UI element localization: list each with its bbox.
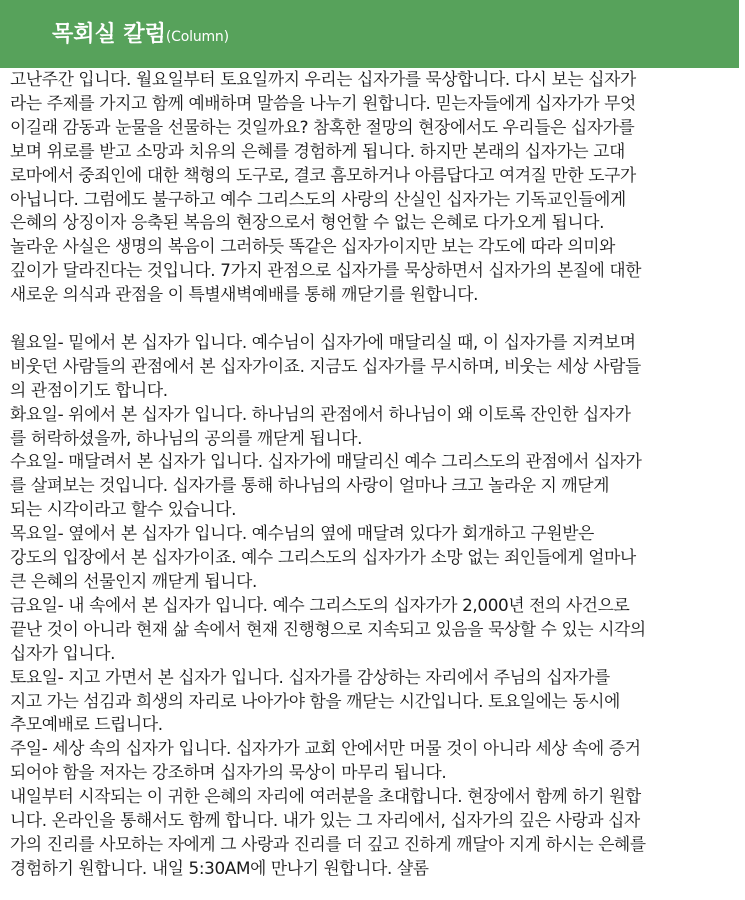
closing-line: 니다. 온라인을 통해서도 함께 합니다. 내가 있는 그 자리에서, 십자가의 깊은 사랑과 십자 bbox=[10, 810, 640, 831]
day-line: 의 관점이기도 합니다. bbox=[10, 379, 168, 400]
day-line: 목요일- 옆에서 본 십자가 입니다. 예수님의 옆에 매달려 있다가 회개하고 구원받은 bbox=[10, 523, 594, 544]
day-paragraph-monday bbox=[10, 331, 736, 403]
intro-line: 보며 위로를 받고 소망과 치유의 은혜를 경험하게 됩니다. 하지만 본래의 십자가는 고대 bbox=[10, 140, 625, 161]
closing-line: 가의 진리를 사모하는 자에게 그 사랑과 진리를 더 깊고 진하게 깨달아 지게 하시는 은혜를 bbox=[10, 833, 646, 854]
day-line: 금요일- 내 속에서 본 십자가 입니다. 예수 그리스도의 십자가가 2,000년 전의 사건으로 bbox=[10, 594, 630, 615]
day-line: 주일- 세상 속의 십자가 입니다. 십자가가 교회 안에서만 머물 것이 아니라 세상 속에 증거 bbox=[10, 738, 641, 759]
day-paragraph-saturday bbox=[10, 666, 736, 738]
intro-line: 새로운 의식과 관점을 이 특별새벽예배를 통해 깨닫기를 원합니다. bbox=[10, 284, 479, 305]
day-line: 되는 시각이라고 할수 있습니다. bbox=[10, 499, 237, 520]
day-line: 십자가 입니다. bbox=[10, 642, 116, 663]
day-line: 월요일- 밑에서 본 십자가 입니다. 예수님이 십자가에 매달리실 때, 이 십자가를 지켜보며 bbox=[10, 331, 636, 352]
day-line: 큰 은혜의 선물인지 깨닫게 됩니다. bbox=[10, 571, 257, 592]
day-line: 끝난 것이 아니라 현재 삶 속에서 현재 진행형으로 지속되고 있음을 묵상할 수 있는 시각의 bbox=[10, 618, 646, 639]
day-line: 를 살펴보는 것입니다. 십자가를 통해 하나님의 사랑이 얼마나 크고 놀라운 지 깨닫게 bbox=[10, 475, 610, 496]
day-line: 를 허락하셨을까, 하나님의 공의를 깨닫게 됩니다. bbox=[10, 427, 363, 448]
intro-line: 고난주간 입니다. 월요일부터 토요일까지 우리는 십자가를 묵상합니다. 다시 보는 십자가 bbox=[10, 69, 636, 89]
day-paragraph-wednesday bbox=[10, 450, 736, 522]
intro-line: 라는 주제를 가지고 함께 예배하며 말씀을 나누기 원합니다. 믿는자들에게 십자가가 무엇 bbox=[10, 92, 636, 113]
column-title-sub: (Column) bbox=[165, 29, 229, 45]
day-paragraph-sunday bbox=[10, 737, 736, 785]
day-line: 지고 가는 섬김과 희생의 자리로 나아가야 함을 깨닫는 시간입니다. 토요일에는 동시에 bbox=[10, 690, 620, 711]
day-line: 화요일- 위에서 본 십자가 입니다. 하나님의 관점에서 하나님이 왜 이토록 잔인한 십자가 bbox=[10, 403, 631, 424]
day-line: 비웃던 사람들의 관점에서 본 십자가이죠. 지금도 십자가를 무시하며, 비웃는 세상 사람들 bbox=[10, 355, 641, 376]
column-body bbox=[10, 68, 736, 881]
day-line: 수요일- 매달려서 본 십자가 입니다. 십자가에 매달리신 예수 그리스도의 관점에서 십자가 bbox=[10, 451, 642, 472]
intro-line: 아닙니다. 그럼에도 불구하고 예수 그리스도의 사랑의 산실인 십자가는 기독교인들에게 bbox=[10, 188, 626, 209]
intro-line: 이길래 감동과 눈물을 선물하는 것일까요? 참혹한 절망의 현장에서도 우리들은 십자가를 bbox=[10, 116, 635, 137]
paragraph-spacer bbox=[10, 307, 736, 331]
day-paragraph-tuesday bbox=[10, 403, 736, 451]
day-paragraph-friday bbox=[10, 594, 736, 666]
day-line: 토요일- 지고 가면서 본 십자가 입니다. 십자가를 감상하는 자리에서 주님의 십자가를 bbox=[10, 666, 610, 687]
closing-line: 경험하기 원합니다. 내일 5:30AM에 만나기 원합니다. 샬롬 bbox=[10, 857, 429, 878]
closing-paragraph bbox=[10, 785, 736, 881]
intro-line: 로마에서 중죄인에 대한 책형의 도구로, 결코 흠모하거나 아름답다고 여겨질 만한 도구가 bbox=[10, 164, 636, 185]
day-line: 추모예배로 드립니다. bbox=[10, 714, 163, 735]
day-line: 되어야 함을 저자는 강조하며 십자가의 묵상이 마무리 됩니다. bbox=[10, 762, 447, 783]
intro-line: 놀라운 사실은 생명의 복음이 그러하듯 똑같은 십자가이지만 보는 각도에 따라 의미와 bbox=[10, 236, 615, 257]
day-line: 강도의 입장에서 본 십자가이죠. 예수 그리스도의 십자가가 소망 없는 죄인들에게 얼마나 bbox=[10, 547, 636, 568]
intro-paragraph bbox=[10, 68, 736, 307]
closing-line: 내일부터 시작되는 이 귀한 은혜의 자리에 여러분을 초대합니다. 현장에서 함께 하기 원합 bbox=[10, 786, 641, 807]
column-title-main: 목회실 칼럼 bbox=[52, 22, 166, 47]
day-paragraph-thursday bbox=[10, 522, 736, 594]
intro-line: 은혜의 상징이자 응축된 복음의 현장으로서 형언할 수 없는 은혜로 다가오게 됩니다. bbox=[10, 212, 605, 233]
column-header bbox=[0, 0, 739, 68]
intro-line: 깊이가 달라진다는 것입니다. 7가지 관점으로 십자가를 묵상하면서 십자가의 본질에 대한 bbox=[10, 260, 642, 281]
column-title bbox=[52, 20, 229, 52]
